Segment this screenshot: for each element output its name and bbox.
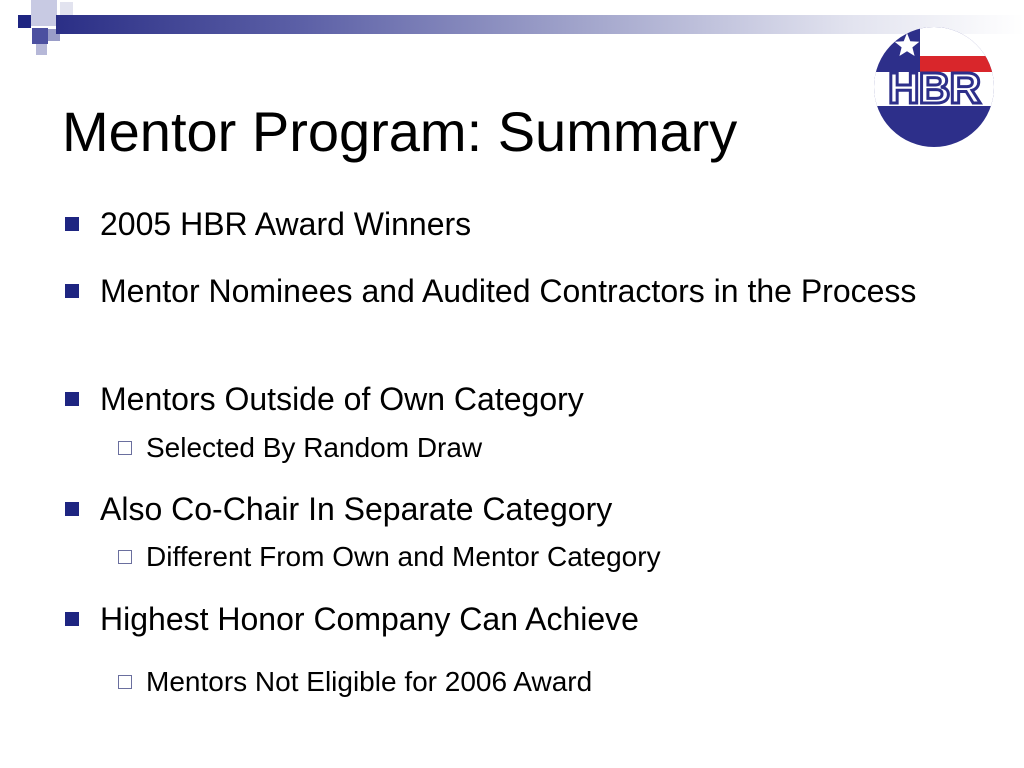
filled-square-bullet-icon bbox=[65, 502, 79, 516]
hollow-square-bullet-icon bbox=[118, 441, 132, 455]
bullet-text: Highest Honor Company Can Achieve bbox=[100, 601, 639, 637]
bullet-item bbox=[100, 599, 1000, 639]
logo-text: HBR bbox=[887, 64, 981, 113]
slide-title: Mentor Program: Summary bbox=[62, 100, 738, 163]
hollow-square-bullet-icon bbox=[118, 675, 132, 689]
sub-bullet-text: Mentors Not Eligible for 2006 Award bbox=[146, 666, 593, 697]
sub-bullet-item bbox=[146, 540, 1006, 574]
filled-square-bullet-icon bbox=[65, 217, 79, 231]
filled-square-bullet-icon bbox=[65, 392, 79, 406]
bullet-item bbox=[100, 489, 1000, 529]
bullet-text: Mentor Nominees and Audited Contractors in the Process bbox=[100, 273, 917, 309]
sub-bullet-item bbox=[146, 431, 1006, 465]
bullet-text: Mentors Outside of Own Category bbox=[100, 381, 584, 417]
sub-bullet-text: Different From Own and Mentor Category bbox=[146, 541, 661, 572]
bullet-item bbox=[100, 271, 1000, 311]
hollow-square-bullet-icon bbox=[118, 550, 132, 564]
bullet-text: Also Co-Chair In Separate Category bbox=[100, 491, 613, 527]
bullet-text: 2005 HBR Award Winners bbox=[100, 206, 472, 242]
filled-square-bullet-icon bbox=[65, 284, 79, 298]
sub-bullet-text: Selected By Random Draw bbox=[146, 432, 483, 463]
hbr-logo bbox=[868, 22, 1000, 152]
bullet-item bbox=[100, 204, 1000, 244]
sub-bullet-item bbox=[146, 665, 1006, 699]
filled-square-bullet-icon bbox=[65, 612, 79, 626]
bullet-item bbox=[100, 379, 1000, 419]
